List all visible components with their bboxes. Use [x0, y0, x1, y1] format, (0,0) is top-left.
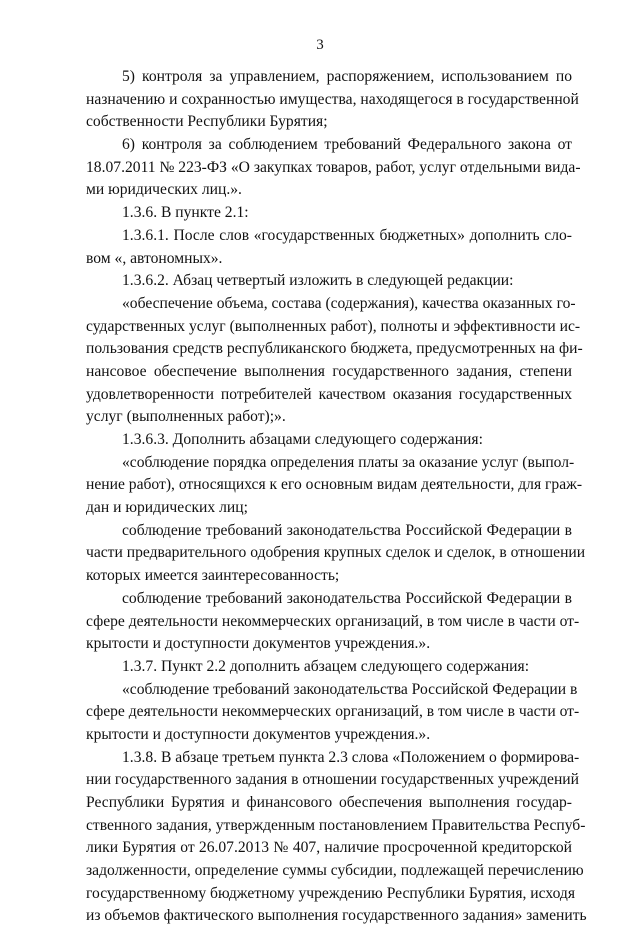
text-line: задолженности, определение суммы субсидии, подлежащей перечислению	[86, 862, 584, 880]
text-line: сфере деятельности некоммерческих организаций, в том числе в части от-	[86, 612, 580, 630]
paragraph	[86, 134, 581, 202]
paragraph	[86, 679, 580, 747]
paragraph	[86, 429, 572, 452]
text-line: соблюдение требований законодательства Российской Федерации в	[122, 521, 572, 539]
text-line: собственности Республики Бурятия;	[86, 113, 328, 131]
paragraph	[86, 452, 583, 520]
text-line: 6) контроля за соблюдением требований Федерального закона от	[122, 136, 572, 154]
text-line: соблюдение требований законодательства Российской Федерации в	[122, 589, 572, 607]
text-line: 18.07.2011 № 223-ФЗ «О закупках товаров, работ, услуг отдельными вида-	[86, 158, 581, 176]
paragraph	[86, 747, 587, 928]
paragraph	[86, 66, 579, 134]
text-line: 1.3.6. В пункте 2.1:	[122, 204, 249, 222]
paragraph	[86, 588, 580, 656]
text-line: дан и юридических лиц;	[86, 499, 248, 517]
text-line: нансовое обеспечение выполнения государственного задания, степени	[86, 362, 572, 380]
paragraph	[86, 293, 583, 429]
text-line: удовлетворенности потребителей качеством оказания государственных	[86, 385, 572, 403]
text-line: сфере деятельности некоммерческих организаций, в том числе в части от-	[86, 703, 580, 721]
text-line: из объемов фактического выполнения государственного задания» заменить	[86, 907, 587, 925]
text-line: государственному бюджетному учреждению Республики Бурятия, исходя	[86, 884, 576, 902]
text-line: части предварительного одобрения крупных сделок и сделок, в отношении	[86, 544, 586, 562]
text-line: пользования средств республиканского бюджета, предусмотренных на фи-	[86, 340, 583, 358]
page-number: 3	[316, 37, 324, 53]
text-line: ственного задания, утвержденным постановлением Правительства Респуб-	[86, 816, 586, 834]
text-line: 1.3.6.1. После слов «государственных бюджетных» дополнить сло-	[122, 226, 572, 244]
text-line: 1.3.7. Пункт 2.2 дополнить абзацем следующего содержания:	[122, 657, 530, 675]
document-body	[86, 66, 587, 928]
text-line: которых имеется заинтересованность;	[86, 567, 340, 585]
text-line: 5) контроля за управлением, распоряжением, использованием по	[122, 68, 572, 85]
paragraph	[86, 225, 572, 270]
text-line: лики Бурятия от 26.07.2013 № 407, наличие просроченной кредиторской	[86, 839, 572, 857]
text-line: сударственных услуг (выполненных работ), полноты и эффективности ис-	[86, 317, 581, 335]
paragraph	[86, 656, 572, 679]
text-line: «соблюдение требований законодательства Российской Федерации в	[122, 680, 578, 698]
paragraph	[86, 270, 572, 293]
paragraph	[86, 202, 572, 225]
paragraph	[86, 520, 586, 588]
text-line: 1.3.8. В абзаце третьем пункта 2.3 слова «Положением о формирова-	[122, 748, 580, 766]
text-line: нение работ), относящихся к его основным видам деятельности, для граж-	[86, 476, 583, 494]
text-line: крытости и доступности документов учреждения.».	[86, 725, 431, 743]
text-line: Республики Бурятия и финансового обеспечения выполнения государ-	[86, 794, 572, 811]
text-line: крытости и доступности документов учреждения.».	[86, 635, 431, 653]
text-line: вом «, автономных».	[86, 249, 223, 267]
text-line: услуг (выполненных работ);».	[86, 408, 286, 426]
text-line: 1.3.6.3. Дополнить абзацами следующего содержания:	[122, 431, 483, 448]
text-line: ми юридических лиц.».	[86, 181, 242, 199]
text-line: нии государственного задания в отношении государственных учреждений	[86, 771, 579, 789]
text-line: «обеспечение объема, состава (содержания), качества оказанных го-	[122, 294, 576, 312]
text-line: 1.3.6.2. Абзац четвертый изложить в следующей редакции:	[122, 272, 514, 290]
text-line: назначению и сохранностью имущества, находящегося в государственной	[86, 90, 579, 108]
text-line: «соблюдение порядка определения платы за оказание услуг (выпол-	[122, 453, 575, 471]
